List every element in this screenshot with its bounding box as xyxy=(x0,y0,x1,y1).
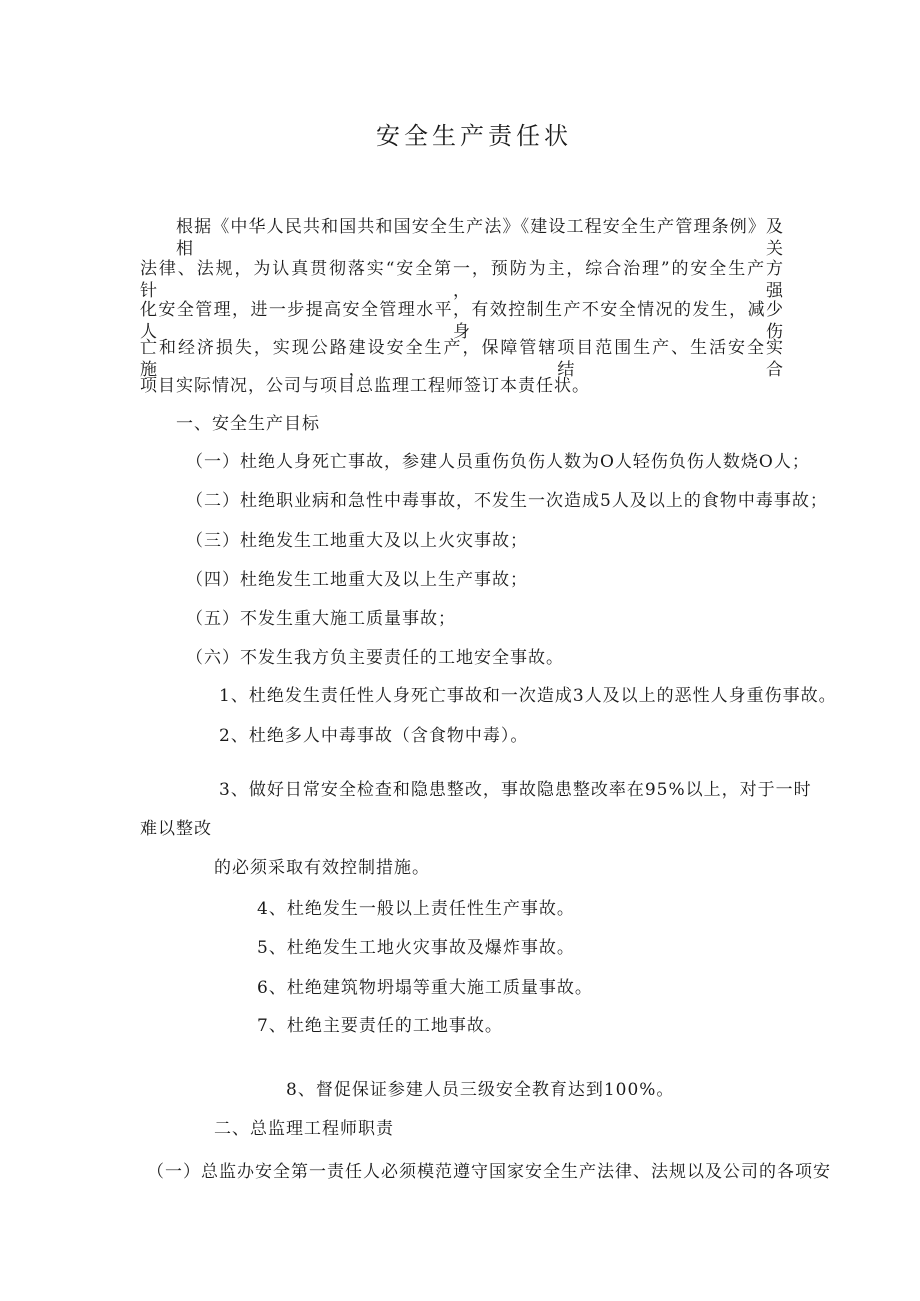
numbered-item-8: 8、督促保证参建人员三级安全教育达到100%。 xyxy=(286,1080,675,1100)
numbered-item-5: 5、杜绝发生工地火灾事故及爆炸事故。 xyxy=(257,938,575,958)
goal-item: （二）杜绝职业病和急性中毒事故，不发生一次造成5人及以上的食物中毒事故； xyxy=(186,491,828,511)
document-title: 安全生产责任状 xyxy=(376,122,572,150)
numbered-item-3-cont: 难以整改 xyxy=(140,819,212,839)
section2-heading: 二、总监理工程师职责 xyxy=(214,1119,394,1139)
section1-heading: 一、安全生产目标 xyxy=(176,414,320,434)
intro-line-3: 化安全管理，进一步提高安全管理水平，有效控制生产不安全情况的发生，减少人身伤 xyxy=(140,300,784,342)
numbered-item-3: 3、做好日常安全检查和隐患整改，事故隐患整改率在95%以上，对于一时 xyxy=(219,780,812,800)
numbered-item-7: 7、杜绝主要责任的工地事故。 xyxy=(257,1016,503,1036)
goal-item: （三）杜绝发生工地重大及以上火灾事故； xyxy=(186,531,528,551)
goal-item: （五）不发生重大施工质量事故； xyxy=(186,609,456,629)
numbered-item-4: 4、杜绝发生一般以上责任性生产事故。 xyxy=(257,899,575,919)
numbered-item-1: 1、杜绝发生责任性人身死亡事故和一次造成3人及以上的恶性人身重伤事故。 xyxy=(219,686,837,706)
goal-item: （一）杜绝人身死亡事故，参建人员重伤负伤人数为O人轻伤负伤人数烧O人； xyxy=(186,452,810,472)
section2-first-line: （一）总监办安全第一责任人必须模范遵守国家安全生产法律、法规以及公司的各项安 xyxy=(147,1162,831,1182)
intro-line-2: 法律、法规，为认真贯彻落实“安全第一，预防为主，综合治理”的安全生产方针，强 xyxy=(140,259,784,301)
goal-item: （六）不发生我方负主要责任的工地安全事故。 xyxy=(186,648,564,668)
numbered-item-2: 2、杜绝多人中毒事故（含食物中毒）。 xyxy=(219,726,529,746)
numbered-item-3-cont: 的必须采取有效控制措施。 xyxy=(214,858,430,878)
intro-line-4: 亡和经济损失，实现公路建设安全生产，保障管辖项目范围生产、生活安全实施，结合 xyxy=(140,338,784,380)
intro-line-5: 项目实际情况，公司与项目总监理工程师签订本责任状。 xyxy=(140,376,590,396)
goal-item: （四）杜绝发生工地重大及以上生产事故； xyxy=(186,570,528,590)
intro-line-1: 根据《中华人民共和国共和国安全生产法》《建设工程安全生产管理条例》及相关 xyxy=(176,217,784,259)
numbered-item-6: 6、杜绝建筑物坍塌等重大施工质量事故。 xyxy=(257,978,593,998)
